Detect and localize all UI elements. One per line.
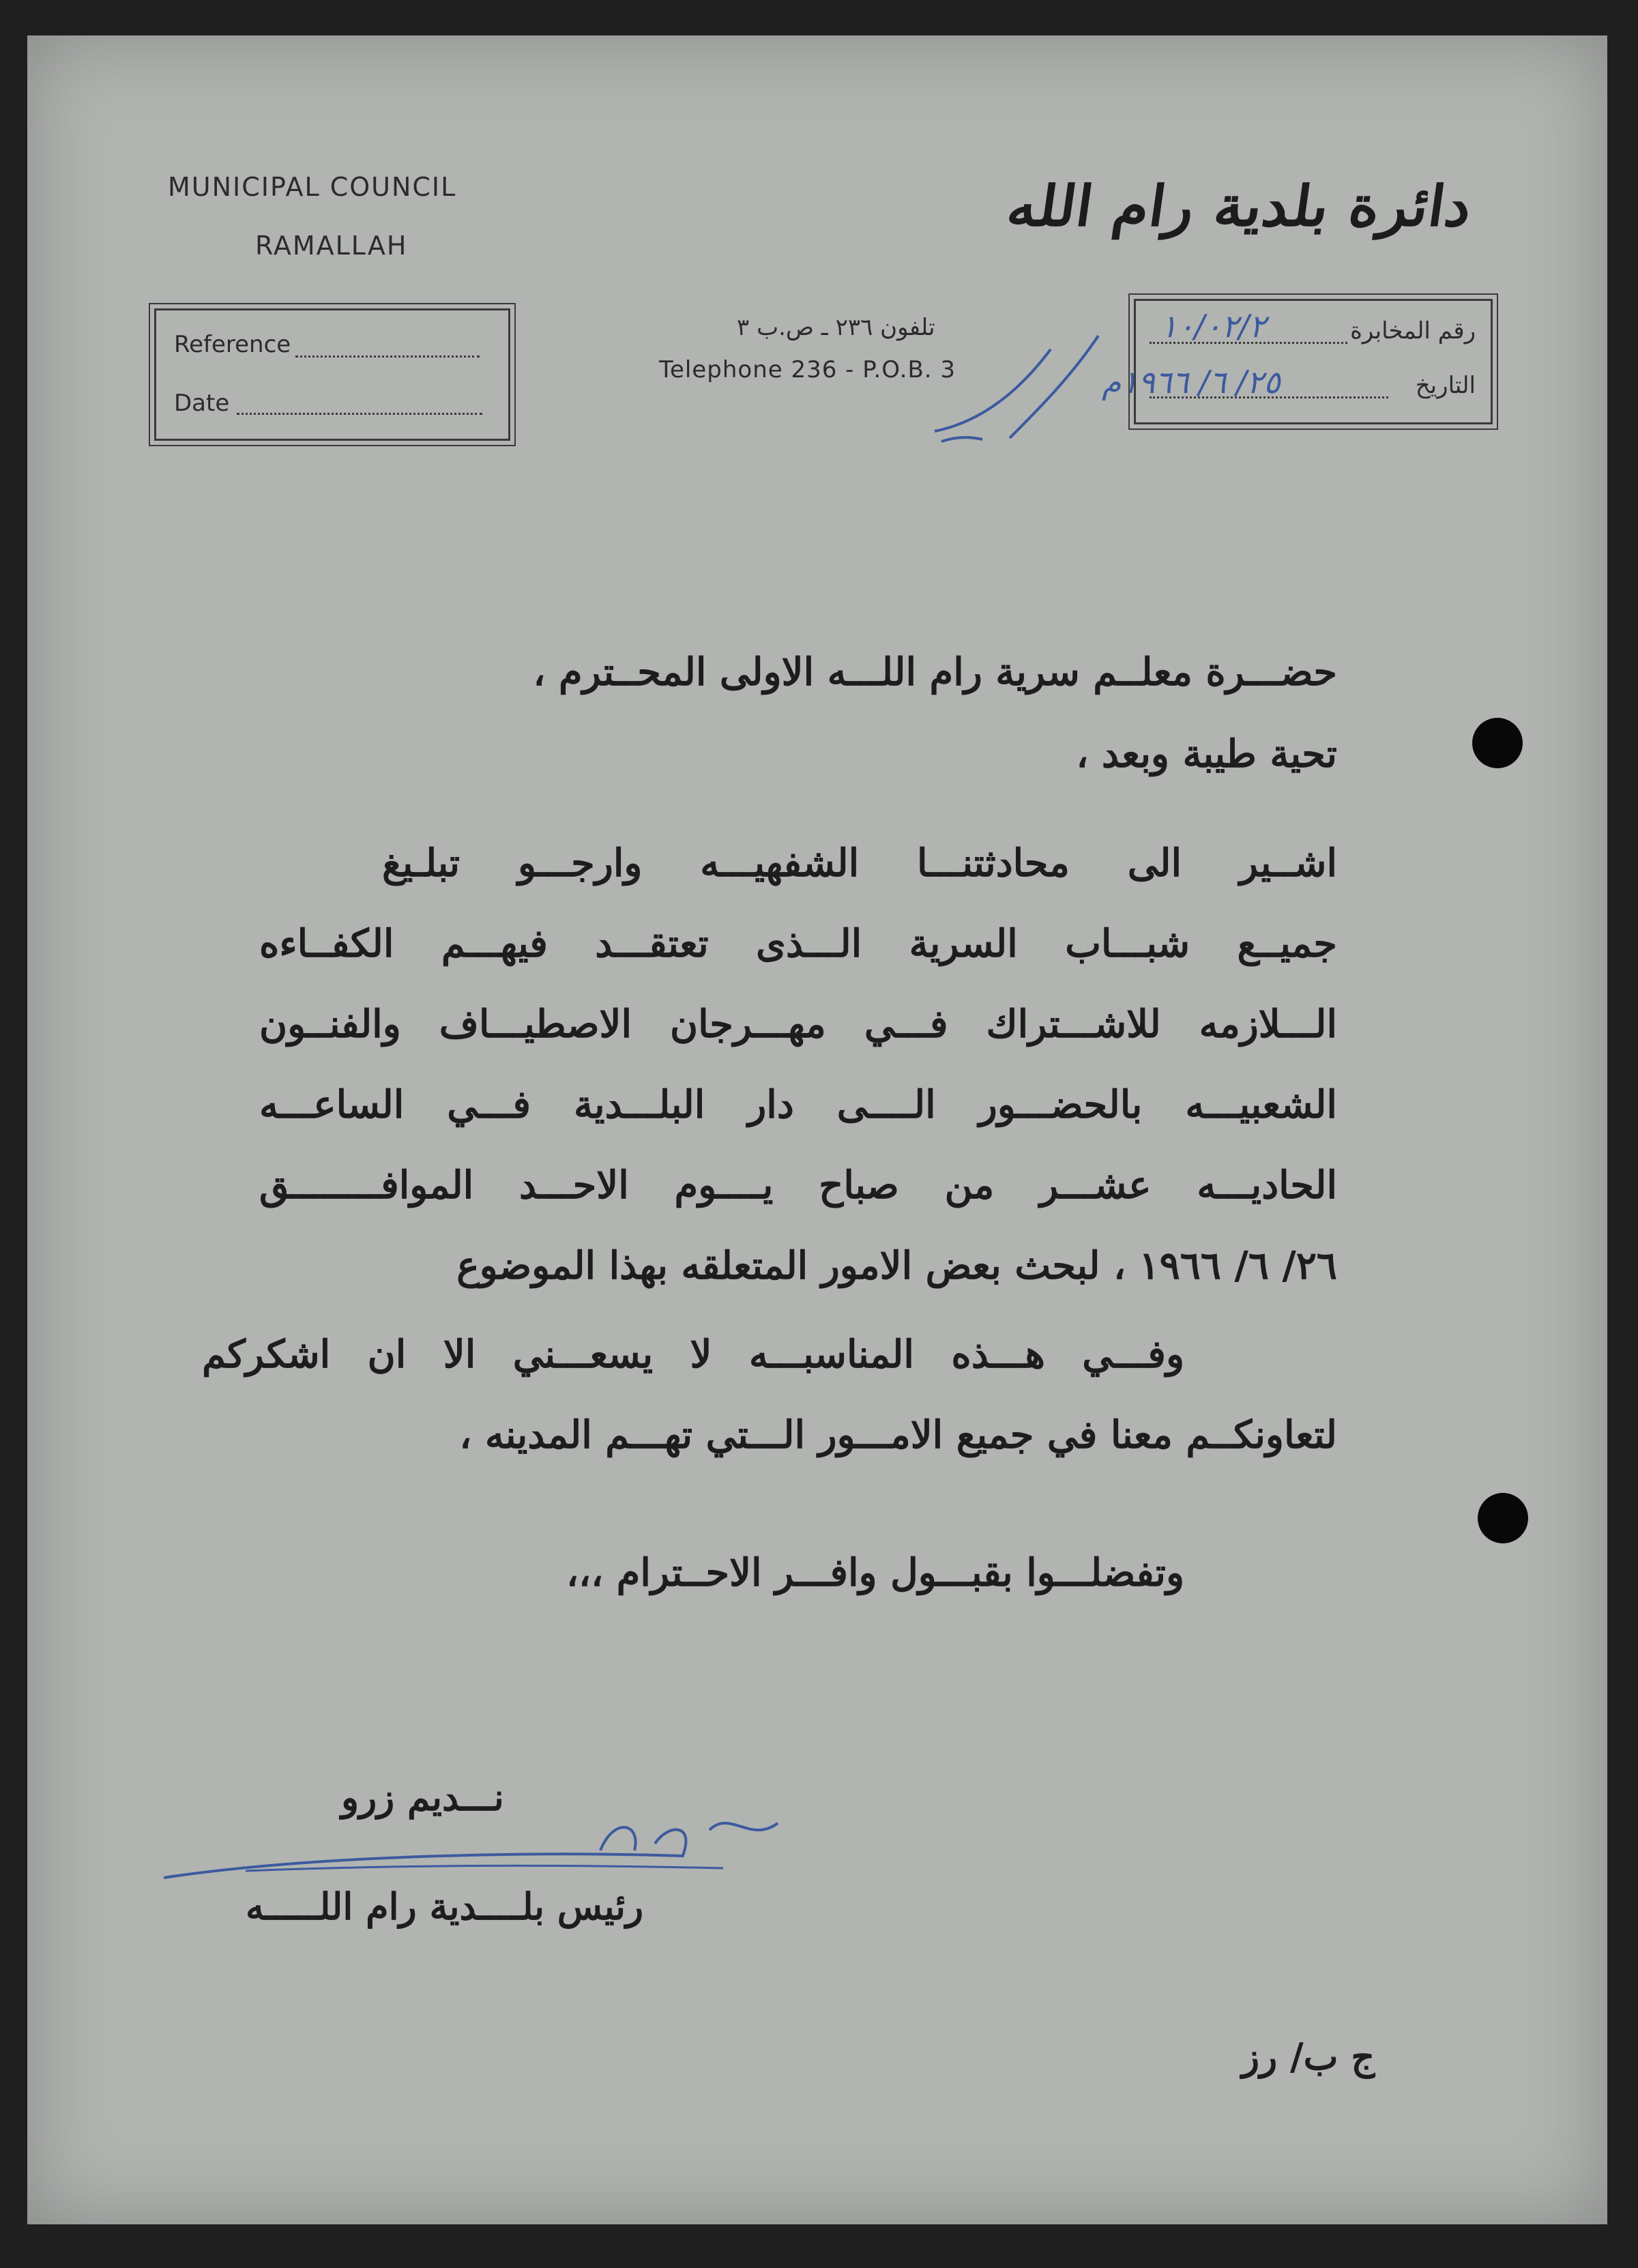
paragraph1-line3: الـــلازمه للاشـــتراك فـــي مهـــرجان الاصطيـــاف والفنــون bbox=[259, 1002, 1337, 1047]
phone-english: Telephone 236 - P.O.B. 3 bbox=[659, 356, 956, 383]
letter-sheet bbox=[27, 35, 1607, 2224]
paragraph2-line2: لتعاونكــم معنا في جميع الامـــور الـــتي تهـــم المدينه ، bbox=[459, 1412, 1337, 1457]
addressee-line: حضـــرة معلــم سرية رام اللـــه الاولى المحــترم ، bbox=[533, 650, 1337, 695]
handwritten-signature bbox=[164, 1803, 832, 1885]
reference-label: Reference bbox=[174, 331, 291, 358]
letterhead-ar-name: دائرة بلدية رام الله bbox=[1002, 173, 1476, 239]
handwritten-ink-strokes bbox=[928, 322, 1146, 459]
handwritten-date: ٢٥/ ٦/ ١٩٦٦م bbox=[1102, 364, 1281, 401]
phone-arabic: تلفون ٢٣٦ ـ ص.ب ٣ bbox=[737, 314, 935, 341]
letterhead-en-line2: RAMALLAH bbox=[255, 231, 408, 261]
arabic-date-label: التاريخ bbox=[1415, 372, 1476, 399]
reference-line bbox=[295, 355, 480, 358]
punch-hole-top bbox=[1472, 718, 1523, 768]
paragraph2-line1: وفـــي هـــذه المناسبـــه لا يسعـــني الا ان اشكركم bbox=[202, 1332, 1184, 1377]
date-line bbox=[237, 413, 482, 415]
greeting-line: تحية طيبة وبعد ، bbox=[1076, 731, 1337, 776]
punch-hole-bottom bbox=[1478, 1493, 1528, 1543]
letterhead-en-line1: MUNICIPAL COUNCIL bbox=[168, 172, 457, 202]
paragraph1-line2: جميــع شبـــاب السرية الـــذى تعتقـــد فيهـــم الكفــاءه bbox=[259, 921, 1337, 966]
arabic-number-label: رقم المخابرة bbox=[1350, 317, 1476, 345]
signatory-title: رئيس بلــــدية رام اللـــــه bbox=[246, 1885, 644, 1928]
closing-line: وتفضلـــوا بقبـــول وافـــر الاحــترام ،،، bbox=[566, 1550, 1184, 1595]
arabic-reference-box bbox=[1102, 299, 1493, 424]
handwritten-number: ١٠/٠٢/٢ bbox=[1160, 308, 1266, 345]
signatory-name: نـــديم زرو bbox=[341, 1775, 504, 1819]
reference-box bbox=[154, 308, 510, 441]
paragraph1-line4: الشعبيـــه بالحضـــور الــــى دار البلـــدية فـــي الساعـــه bbox=[259, 1082, 1337, 1127]
paragraph1-line6: ٢٦/ ٦/ ١٩٦٦ ، لبحث بعض الامور المتعلقه بهذا الموضوع bbox=[456, 1243, 1337, 1288]
paragraph1-line1: اشــير الى محادثتنـــا الشفهيـــه وارجـــو تبلـيغ bbox=[382, 841, 1337, 886]
date-label: Date bbox=[174, 390, 230, 417]
reference-initials: ج ب/ رز bbox=[1242, 2035, 1375, 2078]
paragraph1-line5: الحاديـــه عشـــر من صباح يــــوم الاحـــد الموافــــــــق bbox=[259, 1163, 1337, 1208]
